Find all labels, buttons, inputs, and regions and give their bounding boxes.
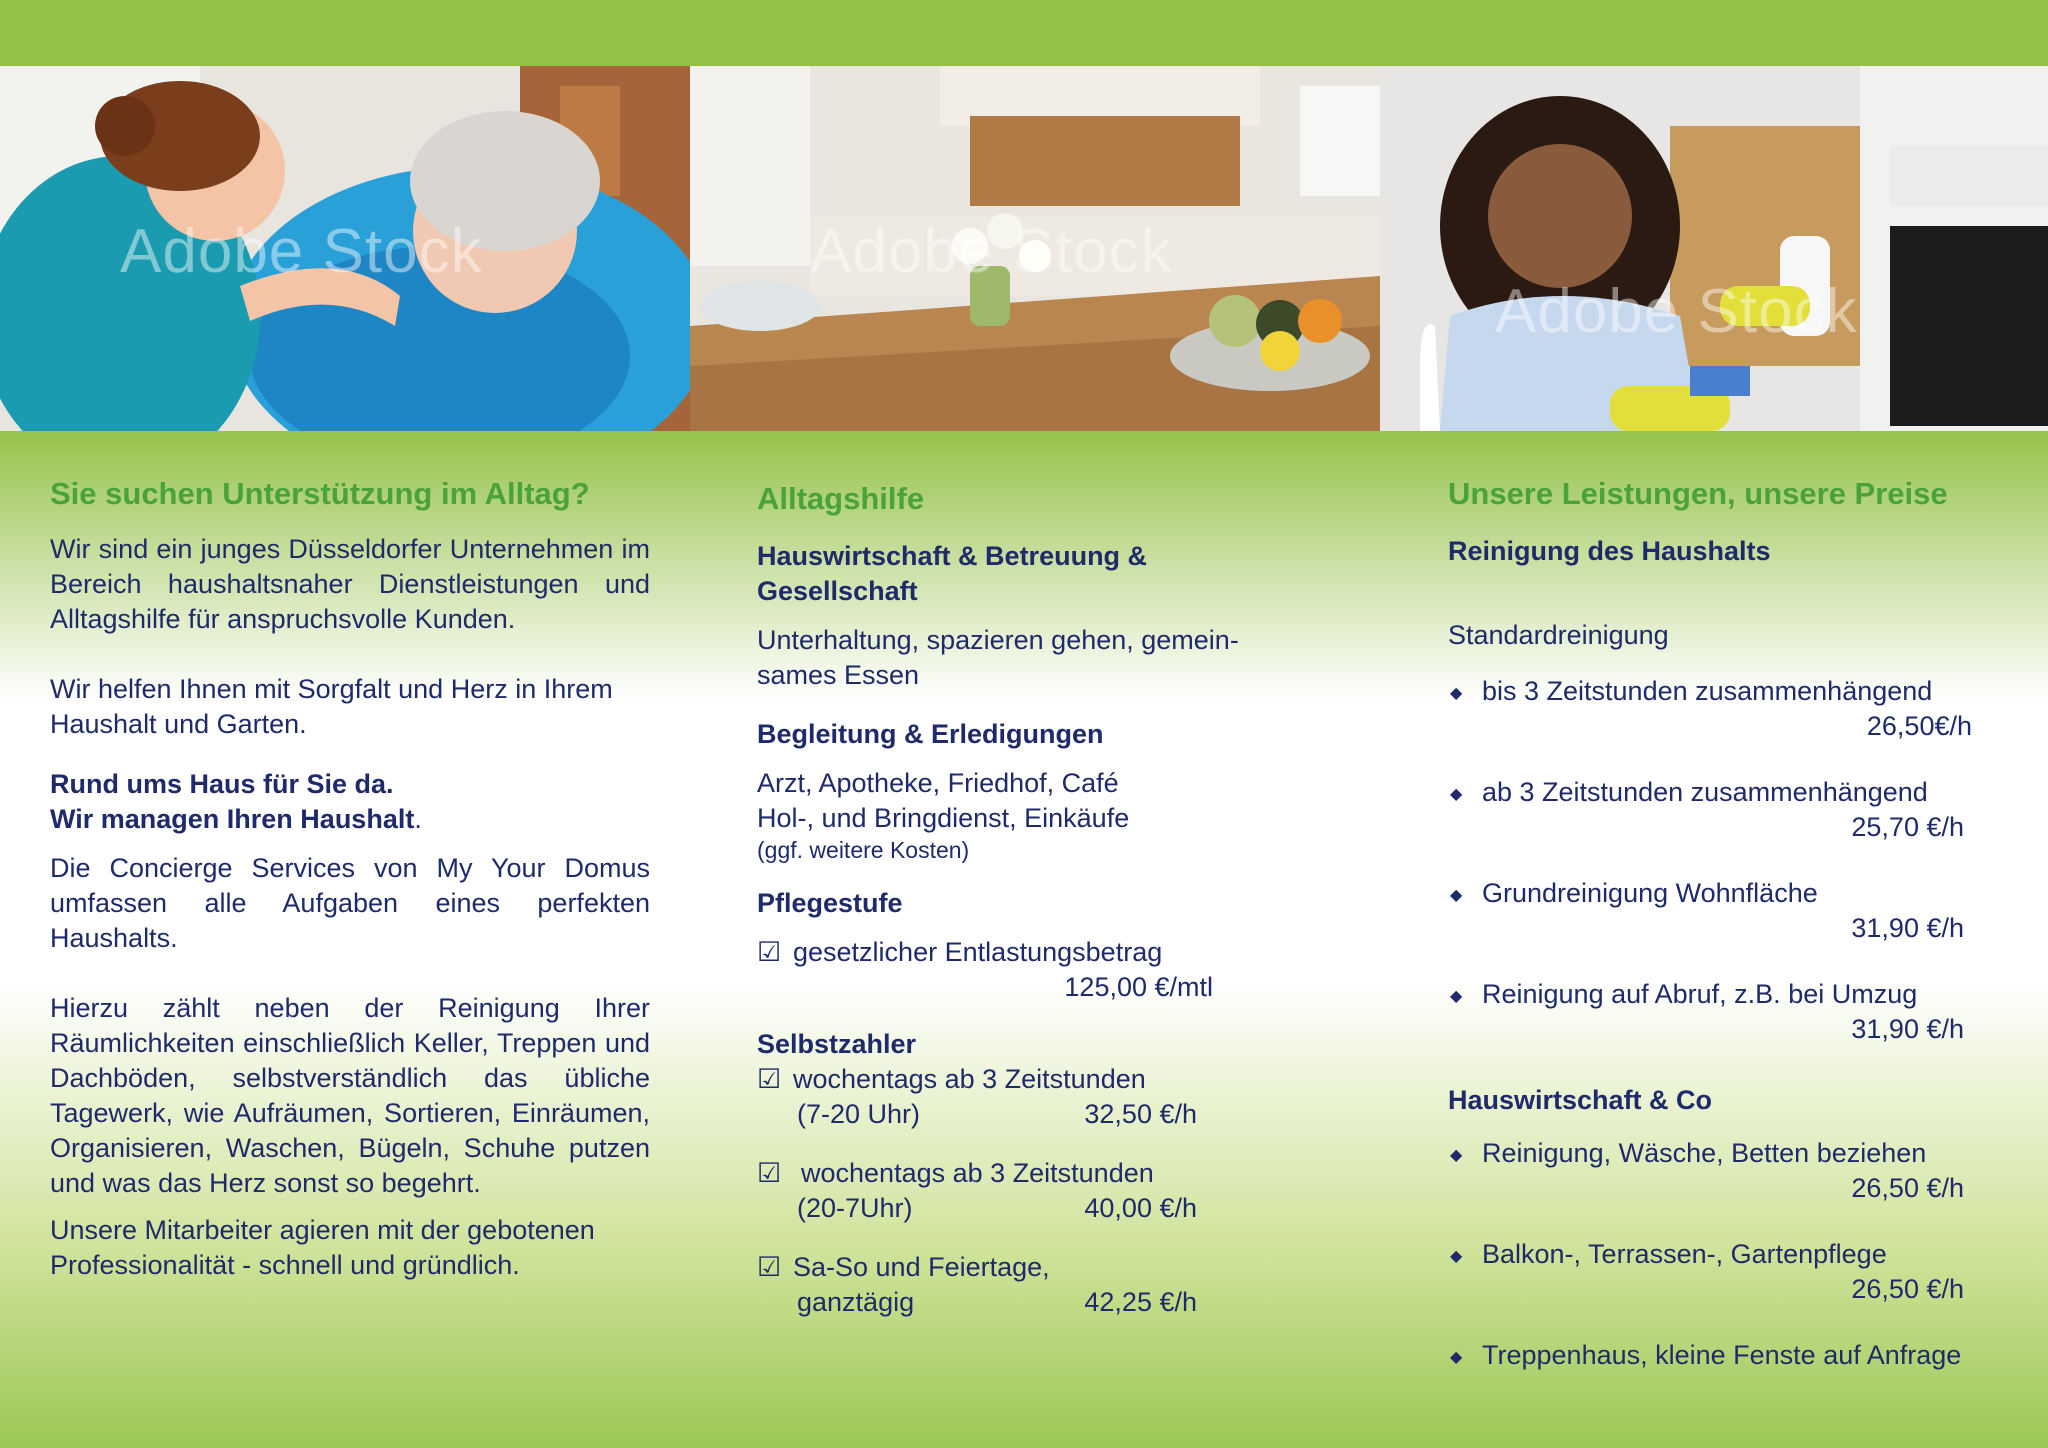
intro-bold-line-1: Rund ums Haus für Sie da. [50, 769, 394, 800]
column-intro [50, 470, 650, 1283]
watermark-text: Adobe Stock [810, 217, 1173, 286]
price-item [1448, 775, 1964, 845]
price-item-last [1448, 1338, 2002, 1373]
price-item [1448, 1237, 1964, 1307]
subheading-selbstzahler: Selbstzahler [757, 1029, 917, 1060]
price-item [1448, 1136, 1964, 1206]
price-item [1448, 876, 1964, 946]
intro-bold-line-2-text: Wir managen Ihren Haushalt [50, 804, 415, 835]
selbstzahler-item [757, 1156, 1197, 1226]
pflege-item [757, 935, 1213, 1005]
column-alltagshilfe [757, 470, 1297, 1320]
subheading-pflegestufe: Pflegestufe [757, 888, 903, 919]
selbstzahler-item-price: 40,00 €/h [1084, 1193, 1197, 1224]
subheading-hauswirtschaft-co: Hauswirtschaft & Co [1448, 1085, 1713, 1116]
subheading-hauswirtschaft: Hauswirtschaft & Betreuung & Gesellschaft [757, 541, 1148, 607]
alltagshilfe-heading: Alltagshilfe [757, 481, 925, 516]
price-item-price: 26,50 €/h [1851, 1274, 1964, 1305]
intro-paragraph-2: Wir helfen Ihnen mit Sorgfalt und Herz in Ihrem Haushalt und Garten. [50, 674, 613, 740]
price-item [1448, 977, 1964, 1047]
watermark-text: Adobe Stock [120, 217, 483, 286]
label-standardreinigung: Standardreinigung [1448, 620, 1669, 651]
selbstzahler-item-line2: (7-20 Uhr) [797, 1099, 921, 1130]
selbstzahler-item-price: 42,25 €/h [1084, 1287, 1197, 1318]
price-item-price: 26,50€/h [1866, 711, 1972, 742]
checkbox-icon: ☑ [757, 937, 782, 968]
selbstzahler-item-line1: wochentags ab 3 Zeitstunden [801, 1158, 1154, 1189]
selbstzahler-item-price: 32,50 €/h [1084, 1099, 1197, 1130]
selbstzahler-item-line2: ganztägig [797, 1287, 915, 1318]
selbstzahler-item [757, 1062, 1197, 1132]
selbstzahler-item-line1: wochentags ab 3 Zeitstunden [793, 1064, 1146, 1095]
leistungen-heading: Unsere Leistungen, unsere Preise [1448, 476, 1948, 511]
price-item-text: ◆ Treppenhaus, kleine Fenste auf Anfrage [1482, 1340, 1962, 1371]
checkbox-icon: ☑ [757, 1252, 782, 1283]
photo-cleaner [1380, 66, 2048, 431]
price-item-text: ◆ Balkon-, Terrassen-, Gartenpflege [1482, 1239, 1887, 1270]
price-item-text: ◆ Grundreinigung Wohnfläche [1482, 878, 1818, 909]
subheading-reinigung: Reinigung des Haushalts [1448, 536, 1771, 567]
price-item-price: 26,50 €/h [1851, 1173, 1964, 1204]
text-bringdienst: Hol-, und Bringdienst, Einkäufe [757, 803, 1130, 834]
price-item [1448, 674, 1972, 744]
subheading-begleitung: Begleitung & Erledigungen [757, 719, 1104, 750]
watermark-text: Adobe Stock [1495, 277, 1858, 346]
intro-bold-line-2 [50, 802, 650, 837]
checkbox-icon: ☑ [757, 1158, 782, 1189]
checkbox-icon: ☑ [757, 1064, 782, 1095]
intro-paragraph-4: Hierzu zählt neben der Reinigung Ihrer Räumlichkeiten einschließlich Keller, Treppen und Dachböden, selbstverständlich das übliche Tagewerk, wie Aufräumen, Sortieren, Einräumen, Organisieren, Waschen, Bügeln, Schuhe putzen und was das Herz sonst so begehrt. [50, 993, 650, 1199]
intro-paragraph-3: Die Concierge Services von My Your Domus umfassen alle Aufgaben eines perfekten Haushalts. [50, 853, 650, 954]
photo-caregiver-senior [0, 66, 690, 431]
top-green-bar [0, 0, 2048, 66]
intro-heading: Sie suchen Unterstützung im Alltag? [50, 476, 590, 511]
column-leistungen [1448, 470, 1988, 1373]
price-item-price: 31,90 €/h [1851, 1014, 1964, 1045]
intro-paragraph-5: Unsere Mitarbeiter agieren mit der gebotenen Professionalität - schnell und gründlich. [50, 1215, 595, 1281]
pflege-item-price: 125,00 €/mtl [1064, 972, 1213, 1003]
selbstzahler-item-line2: (20-7Uhr) [797, 1193, 913, 1224]
price-item-price: 31,90 €/h [1851, 913, 1964, 944]
price-item-text: ◆ ab 3 Zeitstunden zusammenhängend [1482, 777, 1928, 808]
text-kosten-note: (ggf. weitere Kosten) [757, 837, 970, 864]
price-item-text: ◆ Reinigung, Wäsche, Betten beziehen [1482, 1138, 1927, 1169]
price-item-text: ◆ bis 3 Zeitstunden zusammenhängend [1482, 676, 1933, 707]
photo-kitchen [690, 66, 1380, 431]
text-arzt: Arzt, Apotheke, Friedhof, Café [757, 768, 1119, 799]
price-item-text: ◆ Reinigung auf Abruf, z.B. bei Umzug [1482, 979, 1918, 1010]
text-unterhaltung: Unterhaltung, spazieren gehen, gemein-sames Essen [757, 625, 1239, 691]
intro-bold-line-2-end: . [414, 804, 422, 835]
pflege-item-text: gesetzlicher Entlastungsbetrag [793, 937, 1163, 968]
intro-paragraph-1: Wir sind ein junges Düsseldorfer Unternehmen im Bereich haushaltsnaher Dienstleistungen und Alltagshilfe für anspruchsvolle Kunden. [50, 534, 650, 635]
selbstzahler-item [757, 1250, 1197, 1320]
price-item-price: 25,70 €/h [1851, 812, 1964, 843]
selbstzahler-item-line1: Sa-So und Feiertage, [793, 1252, 1050, 1283]
